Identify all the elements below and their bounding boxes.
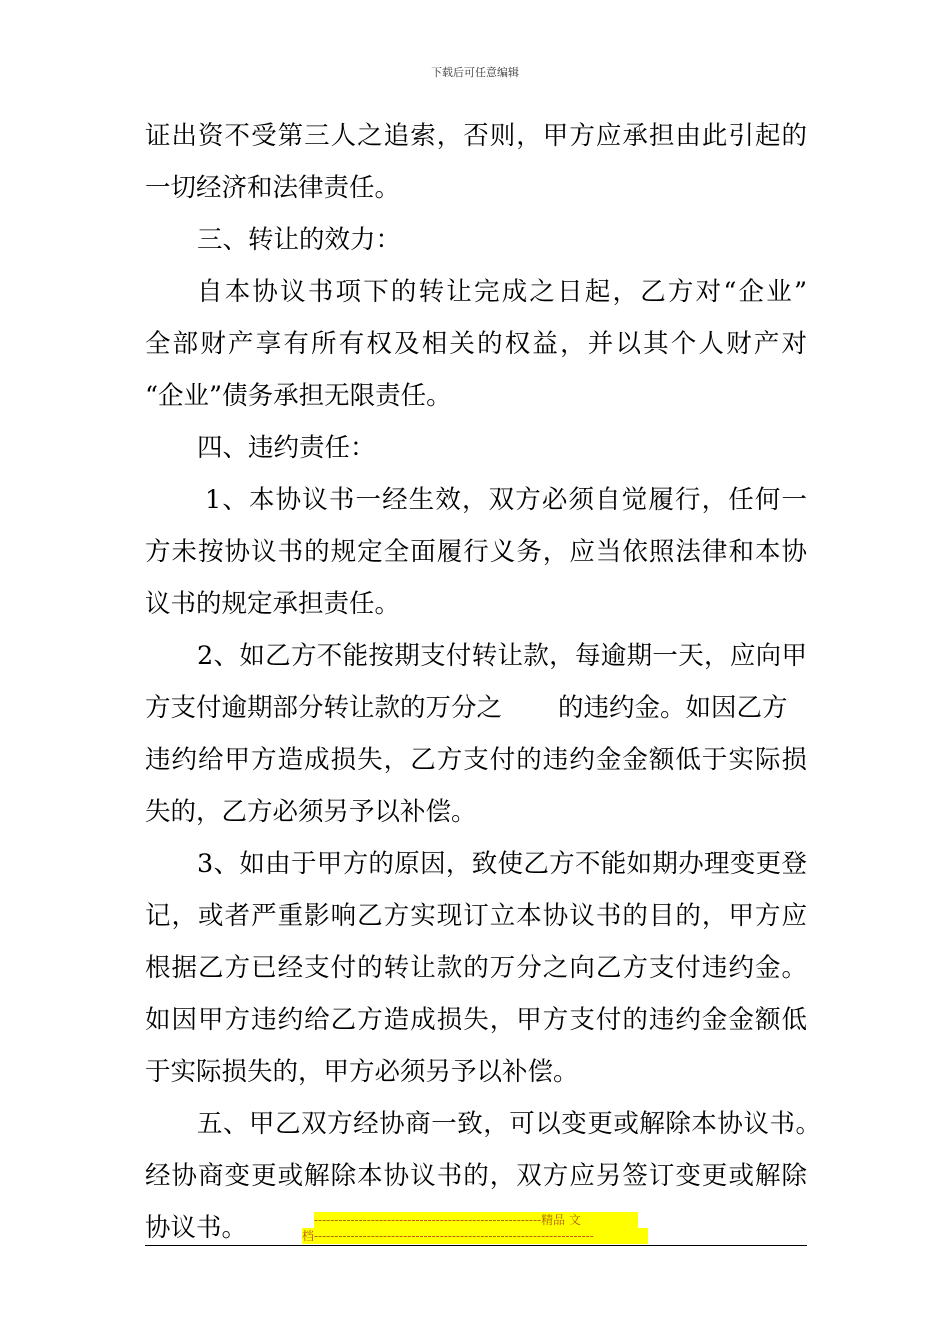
body-line-part: 方支付逾期部分转让款的万分之 — [145, 693, 503, 723]
body-line — [145, 692, 788, 724]
section-heading: 三、转让的效力： — [197, 225, 402, 255]
body-line: 失的，乙方必须另予以补偿。 — [145, 797, 477, 827]
body-line: 方未按协议书的规定全面履行义务，应当依照法律和本协 — [145, 537, 807, 567]
body-line: 自本协议书项下的转让完成之日起，乙方对“企业” — [197, 277, 807, 307]
body-line: 3、如由于甲方的原因，致使乙方不能如期办理变更登 — [197, 849, 807, 879]
body-line: 违约给甲方造成损失，乙方支付的违约金金额低于实际损 — [145, 745, 807, 775]
body-line: 证出资不受第三人之追索，否则，甲方应承担由此引起的 — [145, 121, 807, 151]
body-line: 于实际损失的，甲方必须另予以补偿。 — [145, 1057, 579, 1087]
body-line: 协议书。 — [145, 1213, 248, 1243]
body-line-part: 的违约金。如因乙方 — [558, 693, 788, 723]
body-line: 五、甲乙双方经协商一致，可以变更或解除本协议书。 — [197, 1109, 821, 1139]
body-line: 根据乙方已经支付的转让款的万分之向乙方支付违约金。 — [145, 953, 807, 983]
footer-line: --------------------------------------------------------精品 文 — [314, 1212, 638, 1228]
section-heading: 四、违约责任： — [197, 433, 376, 463]
body-line: 如因甲方违约给乙方造成损失，甲方支付的违约金金额低 — [145, 1005, 807, 1035]
body-line: 全部财产享有所有权及相关的权益，并以其个人财产对 — [145, 329, 807, 359]
body-line: 一切经济和法律责任。 — [145, 173, 401, 203]
body-line: 议书的规定承担责任。 — [145, 589, 401, 619]
body-line: 1、本协议书一经生效，双方必须自觉履行，任何一 — [205, 485, 807, 515]
footer-line: 档--------------------------------------------------------------------- — [302, 1228, 648, 1244]
footer-divider — [145, 1245, 807, 1246]
body-line: 记，或者严重影响乙方实现订立本协议书的目的，甲方应 — [145, 901, 807, 931]
body-line: 2、如乙方不能按期支付转让款，每逾期一天，应向甲 — [197, 641, 807, 671]
body-line: 经协商变更或解除本协议书的，双方应另签订变更或解除 — [145, 1161, 807, 1191]
body-line: “企业”债务承担无限责任。 — [145, 381, 452, 411]
footer-watermark — [302, 1212, 648, 1244]
page-header: 下载后可任意编辑 — [431, 66, 519, 79]
